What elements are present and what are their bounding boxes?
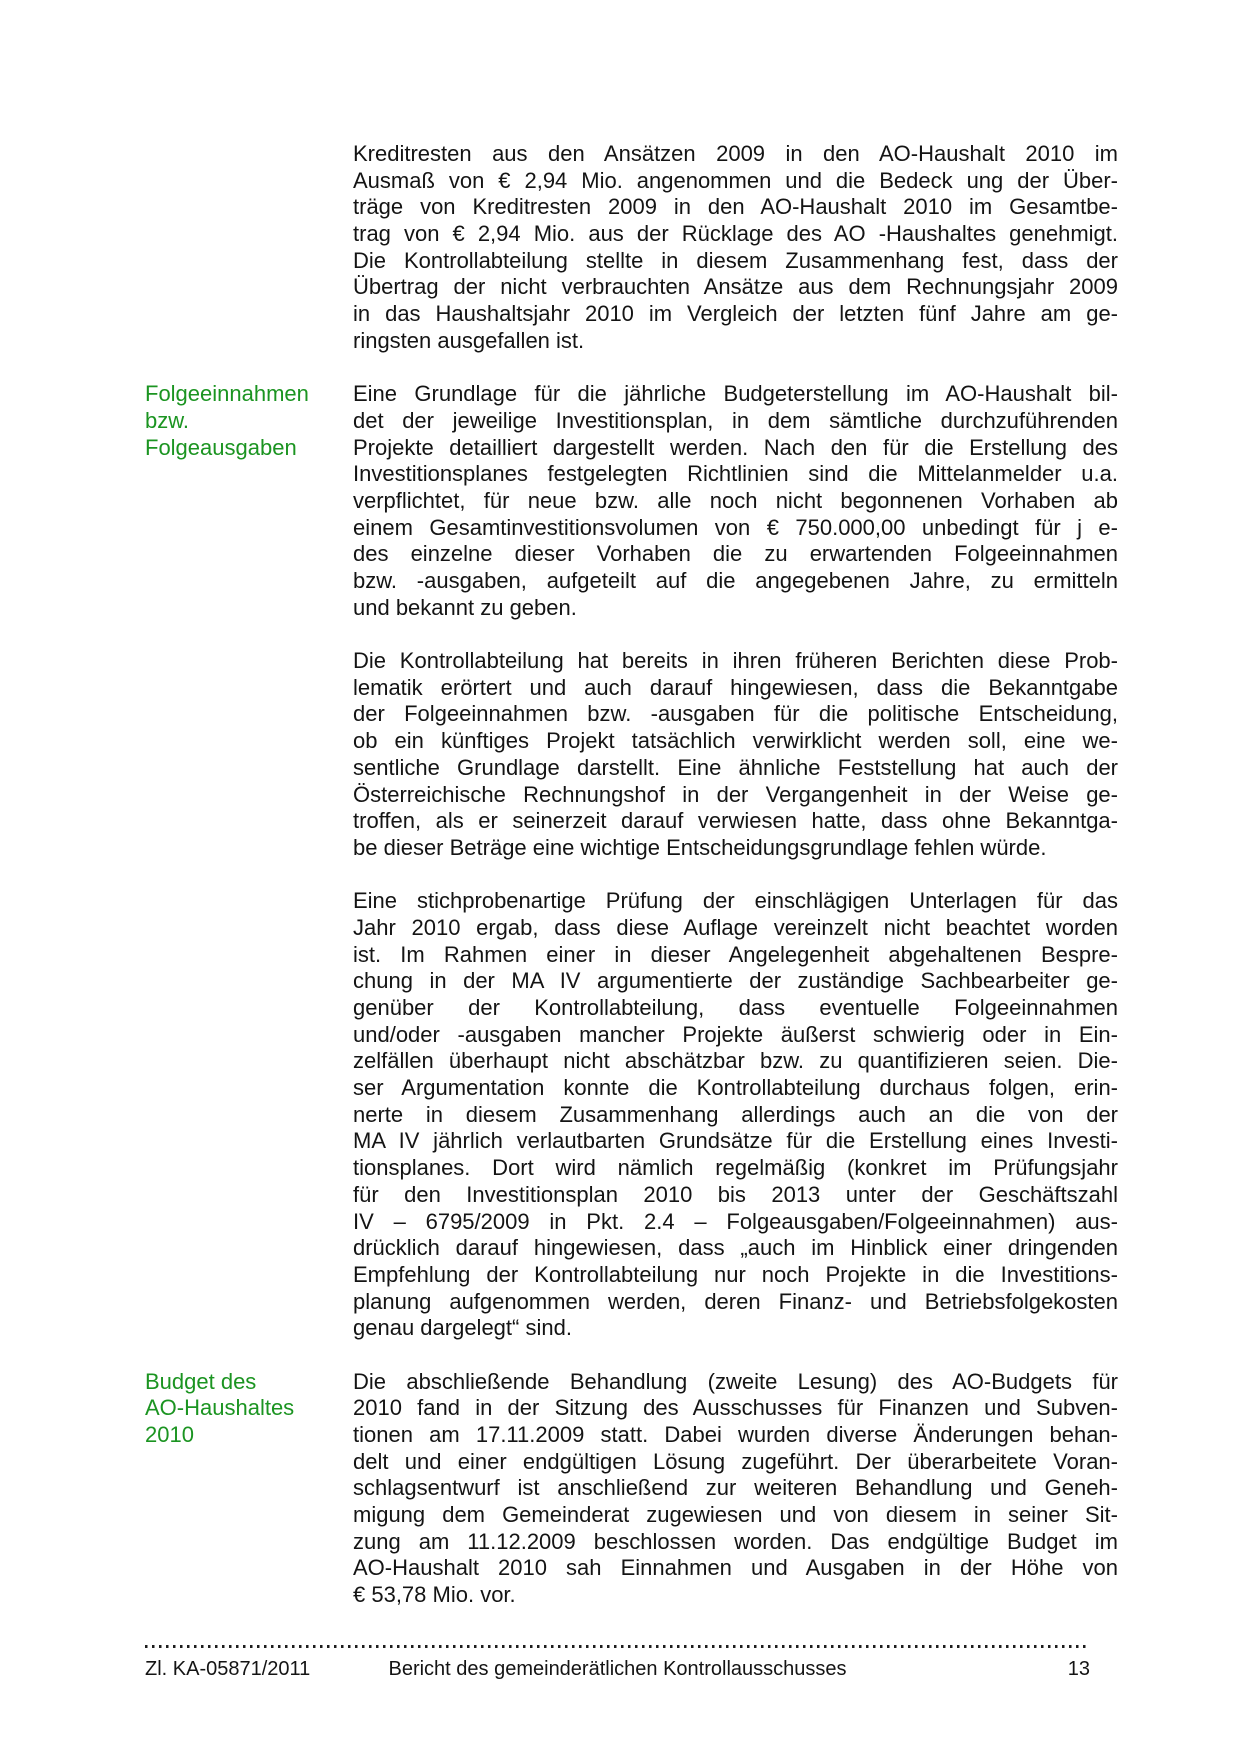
text-line: sentliche Grundlage darstellt. Eine ähnliche Feststellung hat auch der <box>353 754 1118 780</box>
text-line: zung am 11.12.2009 beschlossen worden. Das endgültige Budget im <box>353 1528 1118 1554</box>
text-line: für den Investitionsplan 2010 bis 2013 unter der Geschäftszahl <box>353 1181 1118 1207</box>
section-paragraphs <box>353 141 1118 381</box>
margin-label <box>145 1369 353 1449</box>
margin-label <box>145 381 353 461</box>
page-footer <box>145 1645 1090 1681</box>
text-line: troffen, als er seinerzeit darauf verwiesen hatte, dass ohne Bekanntga- <box>353 808 1118 834</box>
footer-divider <box>145 1645 1090 1648</box>
text-line: lematik erörtert und auch darauf hingewiesen, dass die Bekanntgabe <box>353 674 1118 700</box>
report-section <box>145 1369 1118 1636</box>
text-line: det der jeweilige Investitionsplan, in dem sämtliche durchzuführenden <box>353 407 1118 433</box>
text-line: schlagsentwurf ist anschließend zur weiteren Behandlung und Geneh- <box>353 1475 1118 1501</box>
text-line: Projekte detailliert dargestellt werden. Nach den für die Erstellung des <box>353 434 1118 460</box>
text-line: Die abschließende Behandlung (zweite Lesung) des AO-Budgets für <box>353 1368 1118 1394</box>
text-line: Ausmaß von € 2,94 Mio. angenommen und die Bedeck ung der Über- <box>353 167 1118 193</box>
report-body <box>145 141 1118 1636</box>
text-line: ringsten ausgefallen ist. <box>353 327 585 353</box>
text-line: ob ein künftiges Projekt tatsächlich verwirklicht werden soll, eine we- <box>353 728 1118 754</box>
text-line: nerte in diesem Zusammenhang allerdings auch an die von der <box>353 1101 1118 1127</box>
text-line: zelfällen überhaupt nicht abschätzbar bzw. zu quantifizieren seien. Die- <box>353 1048 1118 1074</box>
text-line: ser Argumentation konnte die Kontrollabteilung durchaus folgen, erin- <box>353 1075 1118 1101</box>
section-paragraphs <box>353 1369 1118 1636</box>
text-line: Eine Grundlage für die jährliche Budgeterstellung im AO-Haushalt bil- <box>353 381 1118 407</box>
text-line: tionen am 17.11.2009 statt. Dabei wurden diverse Änderungen behan- <box>353 1422 1118 1447</box>
text-line: Eine stichprobenartige Prüfung der einschlägigen Unterlagen für das <box>353 888 1118 914</box>
section-paragraphs <box>353 381 1118 1368</box>
text-line: chung in der MA IV argumentierte der zuständige Sachbearbeiter ge- <box>353 968 1118 994</box>
text-line: Übertrag der nicht verbrauchten Ansätze aus dem Rechnungsjahr 2009 <box>353 274 1118 300</box>
footer-title: Bericht des gemeinderätlichen Kontrollausschusses <box>388 1657 847 1680</box>
text-line: trag von € 2,94 Mio. aus der Rücklage des AO -Haushaltes genehmigt. <box>353 221 1118 247</box>
text-line: und/oder -ausgaben mancher Projekte äußerst schwierig oder in Ein- <box>353 1021 1118 1047</box>
text-line: genau dargelegt“ sind. <box>353 1315 572 1341</box>
footer-row <box>145 1658 1090 1681</box>
text-line: der Folgeeinnahmen bzw. -ausgaben für die politische Entscheidung, <box>353 701 1118 727</box>
text-line: Die Kontrollabteilung hat bereits in ihren früheren Berichten diese Prob- <box>353 648 1118 674</box>
text-line: Die Kontrollabteilung stellte in diesem Zusammenhang fest, dass der <box>353 247 1118 273</box>
margin-label-line: Folgeeinnahmen bzw. <box>145 381 309 433</box>
text-line: drücklich darauf hingewiesen, dass „auch im Hinblick einer dringenden <box>353 1235 1118 1261</box>
text-line: Österreichische Rechnungshof in der Vergangenheit in der Weise ge- <box>353 781 1118 807</box>
text-line: 2010 fand in der Sitzung des Ausschusses für Finanzen und Subven- <box>353 1395 1118 1421</box>
text-line: delt und einer endgültigen Lösung zugeführt. Der überarbeitete Voran- <box>353 1448 1118 1474</box>
text-line: genüber der Kontrollabteilung, dass eventuelle Folgeeinnahmen <box>353 995 1118 1020</box>
text-line: migung dem Gemeinderat zugewiesen und von diesem in seiner Sit- <box>353 1502 1118 1528</box>
paragraph <box>353 648 1118 862</box>
text-line: verpflichtet, für neue bzw. alle noch nicht begonnenen Vorhaben ab <box>353 487 1118 513</box>
paragraph <box>353 888 1118 1342</box>
text-line: € 53,78 Mio. vor. <box>353 1582 516 1608</box>
text-line: des einzelne dieser Vorhaben die zu erwartenden Folgeeinnahmen <box>353 541 1118 567</box>
text-line: Empfehlung der Kontrollabteilung nur noch Projekte in die Investitions- <box>353 1261 1118 1287</box>
footer-page-number: 13 <box>1067 1657 1090 1680</box>
text-line: ist. Im Rahmen einer in dieser Angelegenheit abgehaltenen Bespre- <box>353 941 1118 967</box>
text-line: einem Gesamtinvestitionsvolumen von € 750.000,00 unbedingt für j e- <box>353 514 1118 540</box>
text-line: Investitionsplanes festgelegten Richtlinien sind die Mittelanmelder u.a. <box>353 461 1118 487</box>
text-line: und bekannt zu geben. <box>353 594 577 620</box>
text-line: Kreditresten aus den Ansätzen 2009 in den AO-Haushalt 2010 im <box>353 141 1118 166</box>
report-section <box>145 141 1118 381</box>
footer-reference: Zl. KA-05871/2011 <box>145 1657 311 1680</box>
text-line: träge von Kreditresten 2009 in den AO-Haushalt 2010 im Gesamtbe- <box>353 194 1118 220</box>
margin-label-line: AO-Haushaltes 2010 <box>145 1395 295 1448</box>
paragraph <box>353 1369 1118 1609</box>
text-line: AO-Haushalt 2010 sah Einnahmen und Ausgaben in der Höhe von <box>353 1555 1118 1581</box>
text-line: bzw. -ausgaben, aufgeteilt auf die angegebenen Jahre, zu ermitteln <box>353 568 1118 593</box>
margin-label-line: Budget des <box>145 1368 257 1394</box>
report-section <box>145 381 1118 1368</box>
text-line: tionsplanes. Dort wird nämlich regelmäßig (konkret im Prüfungsjahr <box>353 1155 1118 1181</box>
text-line: in das Haushaltsjahr 2010 im Vergleich der letzten fünf Jahre am ge- <box>353 301 1118 327</box>
paragraph <box>353 381 1118 621</box>
text-line: Jahr 2010 ergab, dass diese Auflage vereinzelt nicht beachtet worden <box>353 914 1118 940</box>
report-sections <box>145 141 1118 1636</box>
text-line: planung aufgenommen werden, deren Finanz- und Betriebsfolgekosten <box>353 1288 1118 1314</box>
text-line: be dieser Beträge eine wichtige Entscheidungsgrundlage fehlen würde. <box>353 834 1047 860</box>
text-line: MA IV jährlich verlautbarten Grundsätze für die Erstellung eines Investi- <box>353 1128 1118 1154</box>
margin-label-line: Folgeausgaben <box>145 434 297 460</box>
text-line: IV – 6795/2009 in Pkt. 2.4 – Folgeausgaben/Folgeeinnahmen) aus- <box>353 1208 1118 1234</box>
paragraph <box>353 141 1118 355</box>
